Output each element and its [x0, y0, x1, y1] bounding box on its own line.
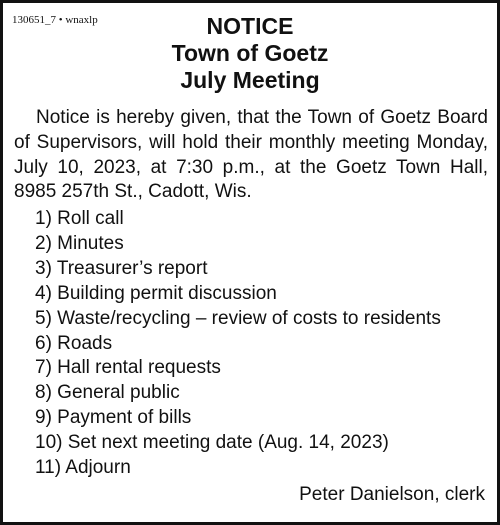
agenda-item: 1) Roll call [35, 208, 124, 229]
agenda-item: 6) Roads [35, 332, 113, 354]
agenda-item: 10) Set next meeting date (Aug. 14, 2023) [35, 432, 389, 454]
agenda-item: 11) Adjourn [35, 457, 131, 479]
agenda-item: 7) Hall rental requests [35, 357, 221, 379]
notice-paragraph: Notice is hereby given, that the Town of Goetz Board of Supervisors, will hold their monthly meeting Monday, July 10, 2023, at 7:30 p.m., at the Goetz Town Hall, 8985 257th St., Cadott, Wis. [14, 107, 488, 203]
agenda-list [35, 207, 495, 481]
agenda-item: 2) Minutes [35, 232, 124, 254]
agenda-item: 8) General public [35, 382, 180, 404]
agenda-item: 9) Payment of bills [35, 407, 192, 429]
agenda-item: 4) Building permit discussion [35, 282, 277, 304]
ad-code: 130651_7 • wnaxlp [12, 14, 98, 26]
town-name: Town of Goetz [171, 40, 329, 66]
meeting-name: July Meeting [180, 67, 320, 93]
clerk-signature: Peter Danielson, clerk [299, 484, 485, 505]
agenda-item: 3) Treasurer’s report [35, 257, 208, 279]
agenda-item: 5) Waste/recycling – review of costs to residents [35, 307, 441, 329]
notice-title: NOTICE [206, 13, 294, 39]
notice-heading [3, 13, 497, 94]
